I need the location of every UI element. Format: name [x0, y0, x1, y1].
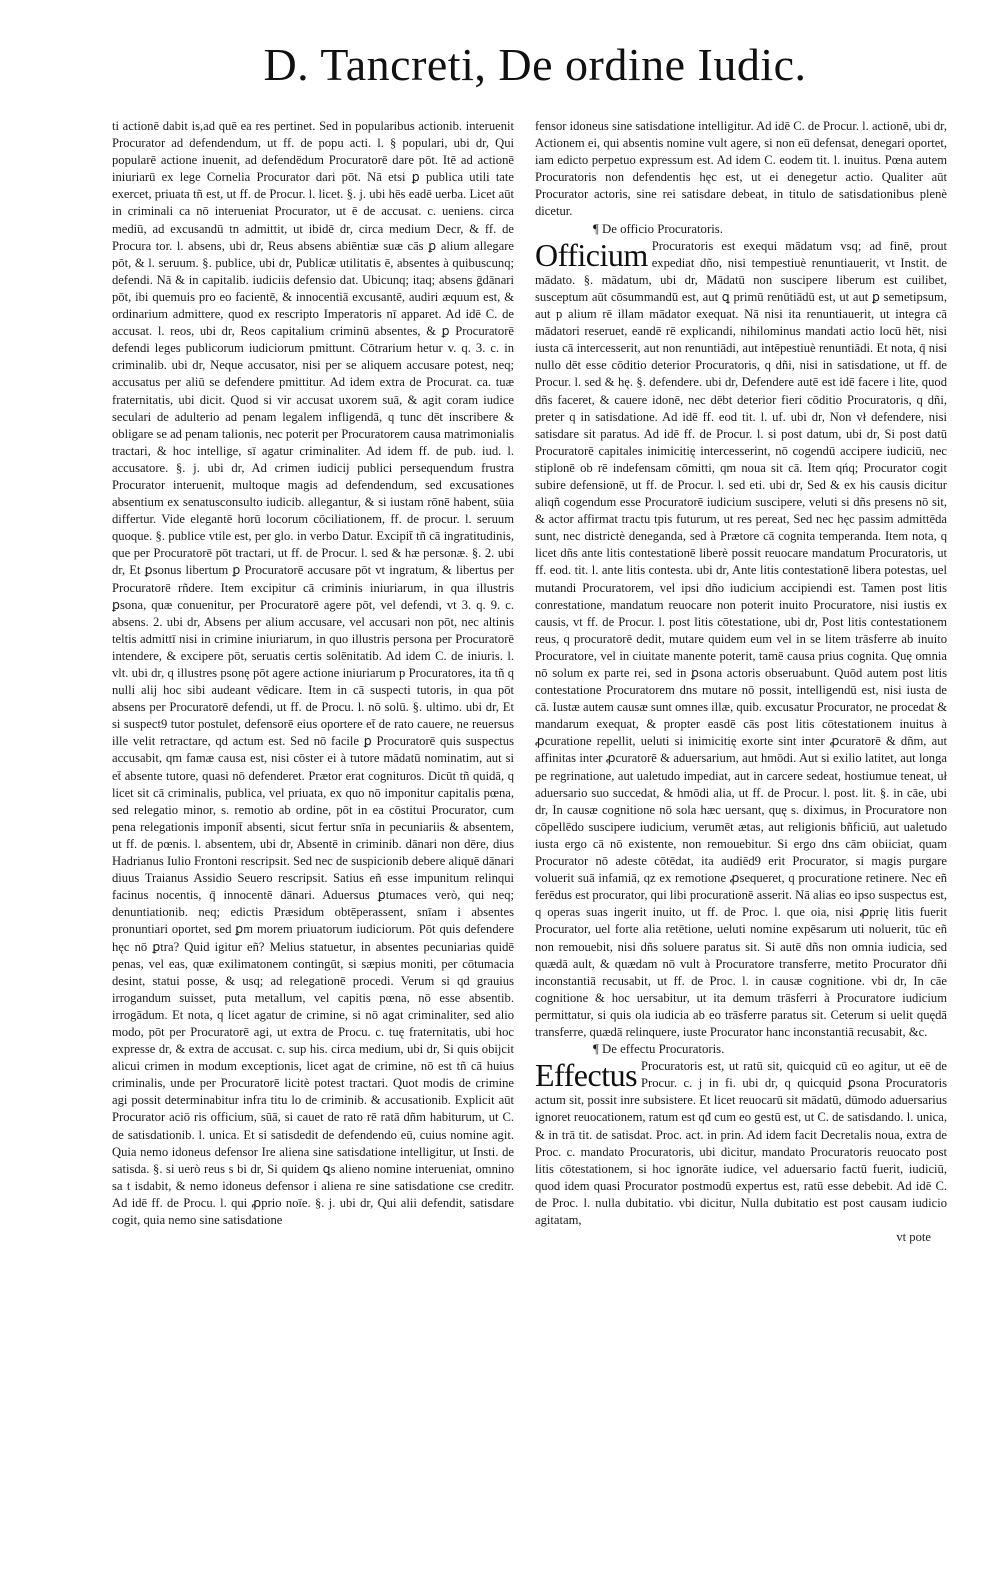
- pilcrow-icon: ¶: [593, 221, 602, 236]
- section-heading-effectu-text: De effectu Procuratoris.: [602, 1042, 725, 1057]
- section-officio-text: Procuratoris est exequi mādatum vsq; ad finē, prout expediat dño, nisi tempestiuè renuntiauerit, vt Instit. de mādato. §. mādatum, ubi dr, Mādatū non suscipere liberum est cuilibet, susceptum aūt cōsummandū est, aut ꝗ primū renūtiādū est, ut aut ꝑ semetipsum, aut p alium rē illam mādator exequat. Nā nisi ita renuntiauerit, ut integra cā mādatori reseruet, eandē rē explicandi, nihilominus mandati actio locū hēt, nisi iusta cā intercesserit, aut non renuntiādi, aut intēpestiuè renuntiādi. Et nota, q̄ nisi nullo dēt esse cōditio deterior Procuratoris, q dñi, nisi in satisdatione, ut ff. de Procur. l. sed & hę. §. defendere. ubi dr, Defendere autē est idē facere i lite, quod dñs faceret, & cauere idonē, nec dēbt deterior fieri cōditio Procuratoris, q dñi, preter q in satisdatione. Ad idē ff. eod tit. l. uf. ubi dr, Non vł defendere, nisi satisdare sit paratus. Ad idē ff. de Procur. l. si post datum, ubi dr, Si post datū Procuratorē capitales inimicitię intercesserint, nō cogendū accipere iudiciū, nec stiplonē ob rē indefensam cōmitti, qm noua sit cā. Item qńq; Procurator cogit subire defensionē, ut ff. de Procur. l. sed eti. ubi dr, Sed & ex his causis dicitur aliqñ cogendum esse Procuratorē iudicium suscipere, veluti si dñs presens nō sit, & actor affirmat tractu tpis futurum, ut res pereat, Sed nec hęc passim admittēda sunt, nec districtè deneganda, sed à Prætore cā cognita temperanda. Item nota, q licet dñs ante litis contestationē liberè possit reuocare mandatum Procuratoris, ut ff. eod. tit. l. ante litis contesta. ubi dr, Ante litis contestationē libera potestas, uel mutandi Procuratorem, vel ipsi dño iudicium accipiendi est. Tamen post litis conrestatione, mandatum reuocare non poterit inuito Procuratore, nisi iustis ex causis, vt ff. de Procur. l. post litis cōtestatione, ubi dr, Post litis contestationem reus, q procuratorē dedit, mutare quidem eum vel in se litem trāsferre ab inuito Procuratore, vel in ciuitate manente poterit, tamē causa prius cognita. Quę omnia nō solum ex parte rei, sed in ꝑsona actoris obseruabunt. Quōd autem post litis contestatione Procuratorem dns mutare nō possit, intelligendū est, nisi iusta de cā. Iustæ autem causæ sunt omnes illæ, quib. excusatur Procurator, ne procedat & mandarum exequat, & propter easdē cās post litis cōtestationem inuitus à ꝓcuratione repellit, ueluti si inimicitię exorte sint inter ꝓcuratorē & dñm, aut affinitas inter ꝓcuratorē & aduersarium, aut hmōdi. Aut si exilio latitet, aut longa pe regrinatione, aut ualetudo impediat, aut in carcere sedeat, hostiumue teneat, uł aduersario suo succedat, & hmōdi alia, ut ff. de Procur. l. post. lit. §. in cāe, ubi dr, In causæ cognitione nō sola hæc uersant, quę s. diximus, in Procuratore non cōpellēdo suscipere iudicium, verumēt ætas, aut religionis bñficiū, aut ualetudo iusta ergo cā nō existente, non remouebitur. Si ergo dns cām obiiciat, quam Procurator nō adeste cōtēdat, ita audiēd9 erit Procurator, si magis purgare voluerit suā infamiā, qz ex remotione ꝓsequeret, q procuratione retinere. Nec eñ ferēdus est procurator, qui libi procurationē asserit. Nā alias eo ipso suspectus est, q operas suas ingerit inuito, ut ff. de Proc. l. que oia, nisi ꝓprię litis fuerit Procurator, uel forte alia retētione, ueluti nomine expēsarum uti noluerit, tūc eñ non remouebit, nisi dñs soluere paratus sit. Si autē dñs non omnia iudicia, sed quædā ault, & quædam nō vult à Procuratore transferre, metito Procurator dñi inconstantiā recusabit, ut ff. de Proc. l. in causæ cognitione. vbi dr, In cāe cognitione & hoc uersabitur, ut ita demum trāsferri à Procuratore iudicium permittatur, si quis ola iudicia ab eo trāsferre paratus sit. Ceterum si uelit quędā transferre, quædā relinquere, iuste Procurator hanc inconstantiā recusabit, &c.: [535, 238, 947, 1039]
- section-effectu-text: Procuratoris est, ut ratū sit, quicquid cū eo agitur, ut eē de Procur. c. j in fi. ubi dr, q quicquid ꝑsona Procuratoris actum sit, possit inre subsistere. Et licet reuocarū sit mādatū, dūmodo aduersarius ignoret reuocationem, ratum est qđ cum eo gestū est, ut C. de satisdando. l. unica, & in trā tit. de satisdat. Proc. act. in prin. Ad idem facit Decretalis noua, extra de Proc. c. mandato Procuratoris, ubi dicitur, mandato Procuratoris reuocato post litis cōtestationem, si hoc ignorāte iudice, vel aduersario factū fuerit, iudiciū, quod idem quasi Procurator postmodū expertus est, ratū esse debebit. Ad idē C. de Proc. l. nulla dubitatio. vbi dicitur, Nulla dubitatio est post causam iudicio agitatam,: [535, 1059, 947, 1227]
- section-officio-paragraph: [535, 238, 947, 1041]
- running-head: D. Tancreti, De ordine Iudic.: [263, 39, 807, 90]
- lead-word-officium: Officium: [535, 236, 648, 273]
- lead-word-effectus: Effectus: [535, 1057, 638, 1094]
- right-intro-text: fensor idoneus sine satisdatione intelligitur. Ad idē C. de Procur. l. actionē, ubi dr, Actionem ei, qui absentis nomine vult agere, si non eū defensat, denegari oportet, iam edicto perpetuo expressum est. Ad idem C. eodem tit. l. inuitus. Pœna autem Procuratoris non defendentis hęc est, ut ei denegetur actio. Qualiter aūt Procurator actoris, sine rei satisdare debeat, in titulo de satisdationibus plenè dicetur.: [535, 119, 947, 219]
- right-column: [535, 118, 947, 1518]
- left-column: [112, 118, 514, 1518]
- section-heading-officio-text: De officio Procuratoris.: [602, 221, 723, 236]
- section-heading-effectu: [535, 1041, 947, 1058]
- catchword: vt pote: [896, 1230, 931, 1245]
- pilcrow-icon: ¶: [593, 1042, 602, 1057]
- left-column-text: ti actionē dabit is,ad quē ea res pertinet. Sed in popularibus actionib. interuenit Procurator ad defendendum, ut ff. de popu acti. l. § populari, ubi dr, Qui popularē actione inuenit, ad defendēdum Procuratorē dare pōt. Itē ad actionē iniuriarū ex lege Cornelia Procurator dari pōt. Nā etsi ꝑ publica utili tate exercet, priuata tñ est, ut ff. de Procur. l. licet. §. j. ubi hēs eadē uerba. Licet aūt in criminali ca nō interueniat Procurator, ut ē de accusat. c. ueniens. circa mediū, ad excusandū tn admittit, ut ibidē dr, circa medium Decr, & ff. de Procura tor. l. absens, ubi dr, Reus absens abiēntiæ suæ cās ꝑ alium allegare pōt, & l. seruum. §. publice, ubi dr, Publicæ utilitatis ē, absentes à quibuscunq; defendi. Nā & in capitalib. iudiciis defensio dat. Ubicunq; itaq; absens ḡdānari pōt, ibi quemuis pro eo facientē, & innocentiā excusantē, audiri æquum est, & ordinarium admittere, quod ex rescripto Imperatoris nī apparet. Ad idē C. de accusat. l. reos, ubi dr, Reos capitalium criminū absentes, & ꝑ Procuratorē defendi leges publicorum iudiciorum pmittunt. Cōtrarium hetur v. q. 3. c. in criminalib. ubi dr, Neque accusator, nisi per se aliquem accusare potest, neq; accusatus per aliū se defendere pmittitur. Ad idem extra de Procurat. ca. tuæ fraternitatis, ubi dicit. Quod si vir accusat uxorem suā, & agit coram iudice seculari de adulterio ad penam legalem infligendā, q tunc dēt inscribere & obligare se ad penam talionis, nec poterit per Procuratorem causa matrimonialis tractari, & hoc intellige, sī agatur criminaliter. Ad idem ff. de pub. iud. l. accusatore. §. j. ubi dr, Ad crimen iudicij publici persequendum frustra Procurator interuenit, multoque magis ad defendendum, sed excusationes absentium ex senatusconsulto iudicib. allegantur, & si iustam rōnē habent, sūia differtur. Vide elegantē horū locorum cōciliationem, ff. de procur. l. seruum quoque. §. publice vtile est, per glo. in verbo Datur. Excipit̄ tñ cā ingratitudinis, que per Procuratorē pōt tractari, ut ff. de Procur. l. sed & hæ personæ. §. 2. ubi dr, Et ꝑsonus libertum ꝑ Procuratorē accusare pōt vt ingratum, & libertus per Procuratorē rñdere. Item excipitur cā criminis iniuriarum, in qua illustris ꝑsona, quæ conuenitur, per Procuratorē agere pōt, vel defendi, vt 3. q. 9. c. absens. 2. ubi dr, Absens per alium accusare, vel accusari non pōt, nec altinis teltis admittī nisi in crimine iniuriarum, in quo illustris persona per Procuratorē intendere, & excipere pōt, seruatis certis solēnitatib. Ad idem C. de iniuris. l. vlt. ubi dr, q illustres psonę pōt agere actione iniuriarum p Procuratores, ita tñ q nulli alij hoc sibi audeant vēdicare. Item in cā suspecti tutoris, in qua pōt absens per Procuratorē defendi, ut ff. de Procu. l. nō solū. §. ultimo. ubi dr, Et si suspect9 tutor postulet, defensorē eius oportere et̄ de rato cauere, ne reuersus ille velit retractare, qd actum est. Sed nō facile ꝑ Procuratorē quis suspectus accusabit, qm famæ causa est, nisi cōster ei à tutore mādatū nominatim, aut si et̄ absente tutore, quasi nō defenderet. Prætor erat cognituros. Dicūt tñ quidā, q licet sit cā criminalis, publica, vel priuata, ex quo nō imponitur capitalis pœna, sed relegatio minor, s. remotio ab ordine, pōt in ea cōstitui Procurator, cum pena relegationis imponit̄ absenti, sicut fertur snīa in pecuniariis & absentem, ut ff. de pœnis. l. absentem, ubi dr, Absentē in criminib. dānari non dēre, dius Hadrianus Iulio Frontoni rescripsit. Sed nec de suspicionib debere aliquē dānari diuus Traianus Assidio Seuero rescripsit. Satius eñ esse impunitum relinqui facinus nocentis, q̄ innocentē dānari. Aduersus ꝑtumaces verò, qui neq; denuntiationib. neq; edictis Præsidum obtēperassent, snīam i absentes pronuntiari oportet, sed ꝑm morem priuatorum iudiciorum. Pōt quis defendere hęc nō ꝑtra? Quid igitur eñ? Melius statuetur, in absentes pecuniarias quidē penas, vel eas, quæ exilimatonem contingūt, si sæpius moniti, per cōtumacia desint, statui posse, & usq; ad relegationē procedi. Verum si qd grauius irrogandum suisset, puta metallum, vel capitis pœna, nō esse absentib. irrogādum. Et nota, q licet agatur de crimine, si nō agat criminaliter, sed alio modo, pōt per Procuratorē agi, ut extra de Procu. c. tuę fraternitatis, ubi hoc expresse dr, & extra de accusat. c. sup his. circa medium, ubi dr, Si quis obijcit alicui crimen in modum exceptionis, licet agat de crimine, nō est tñ cā huius criminalis, unde per Procuratorē licitè potest tractari. Quot modis de crimine agi possit determinabitur infra titu lo de criminib. & accusationib. Explicit aūt Procurator aciō ris officium, sūā, si cauet de rato rē ratā dñm habiturum, ut C. de satisdationib. l. unica. Et si satisdedit de defendendo eū, cuius nomine agit. Quia nemo idoneus defensor Ire aliena sine satisdatione intelligitur, ut Insti. de satisda. §. si uerò reus s bi dr, Si quidem ꝗs alieno nomine interueniat, omnino sa t isdabit, & nemo idoneus defensor i aliena re sine satisdatione cse creditr. Ad idē ff. de Procu. l. qui ꝓprio noīe. §. j. ubi dr, Qui alii defendit, satisdare cogit, quia nemo sine satisdatione: [112, 119, 514, 1227]
- section-effectu-paragraph: [535, 1058, 947, 1229]
- section-heading-officio: [535, 221, 947, 238]
